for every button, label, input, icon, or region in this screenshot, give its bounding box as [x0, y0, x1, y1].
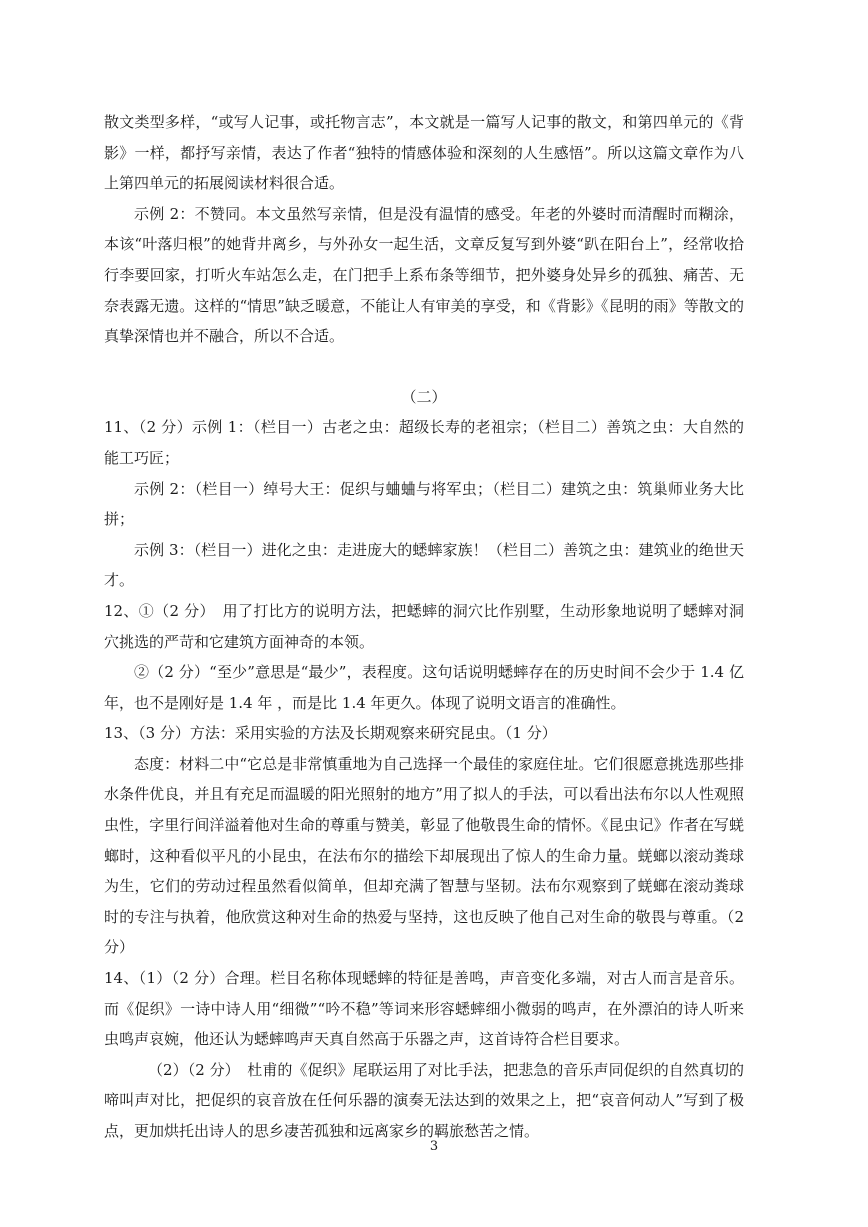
question-14-part-1: 14、（1）（2 分）合理。栏目名称体现蟋蟀的特征是善鸣，声音变化多端，对古人而言是音乐。而《促织》一诗中诗人用“细微”“吟不稳”等词来形容蟋蟀细小微弱的鸣声，在外漂泊的诗人听来虫鸣声哀婉，他还认为蟋蟀鸣声天真自然高于乐器之声，这首诗符合栏目要求。 — [104, 969, 744, 1049]
paragraph-example-2: 示例 2：不赞同。本文虽然写亲情，但是没有温情的感受。年老的外婆时而清醒时而糊涂，本该“叶落归根”的她背井离乡，与外孙女一起生活，文章反复写到外婆“趴在阳台上”，经常收拾行李要回家，打听火车站怎么走，在门把手上系布条等细节，把外婆身处异乡的孤独、痛苦、无奈表露无遗。这样的“情思”缺乏暖意，不能让人有审美的享受，和《背影》《昆明的雨》等散文的真挚深情也并不融合，所以不合适。 — [104, 204, 744, 346]
section-heading: （二） — [401, 387, 447, 406]
question-14-part-2: （2）（2 分） 杜甫的《促织》尾联运用了对比手法，把悲急的音乐声同促织的自然真切的啼叫声对比，把促织的哀音放在任何乐器的演奏无法达到的效果之上，把“哀音何动人”写到了极点，更加烘托出诗人的思乡凄苦孤独和远离家乡的羁旅愁苦之情。 — [104, 1060, 744, 1140]
question-11-example-2: 示例 2：（栏目一）绰号大王：促织与蛐蛐与将军虫；（栏目二）建筑之虫：筑巢师业务大比拼； — [104, 479, 744, 529]
question-12-part-2: ②（2 分）“至少”意思是“最少”，表程度。这句话说明蟋蟀存在的历史时间不会少于 1.4 亿年，也不是刚好是 1.4 年 ，而是比 1.4 年更久。体现了说明文语言的准确性。 — [104, 663, 744, 712]
section-gap — [104, 352, 744, 382]
question-13-attitude: 态度：材料二中“它总是非常慎重地为自己选择一个最佳的家庭住址。它们很愿意挑选那些排水条件优良，并且有充足而温暖的阳光照射的地方”用了拟人的手法，可以看出法布尔以人性观照虫性，字里行间洋溢着他对生命的尊重与赞美，彰显了他敬畏生命的情怀。《昆虫记》作者在写蜣螂时，这种看似平凡的小昆虫，在法布尔的描绘下却展现出了惊人的生命力量。蜣螂以滚动粪球为生，它们的劳动过程虽然看似简单，但却充满了智慧与坚韧。法布尔观察到了蜣螂在滚动粪球时的专注与执着，他欣赏这种对生命的热爱与坚持，这也反映了他自己对生命的敬畏与尊重。（2 分） — [104, 754, 744, 957]
paragraph-essay-type: 散文类型多样，“或写人记事，或托物言志”，本文就是一篇写人记事的散文，和第四单元的《背影》一样，都抒写亲情，表达了作者“独特的情感体验和深刻的人生感悟”。所以这篇文章作为八上第四单元的拓展阅读材料很合适。 — [104, 113, 744, 193]
question-13-method: 13、（3 分）方法：采用实验的方法及长期观察来研究昆虫。（1 分） — [104, 724, 557, 743]
question-11-example-3: 示例 3：（栏目一）进化之虫：走进庞大的蟋蟀家族！（栏目二）善筑之虫：建筑业的绝世天才。 — [104, 540, 744, 590]
answer-text-body — [104, 107, 744, 1147]
page-number: 3 — [429, 1139, 439, 1154]
question-12-part-1: 12、①（2 分） 用了打比方的说明方法，把蟋蟀的洞穴比作别墅，生动形象地说明了蟋蟀对洞穴挑选的严苛和它建筑方面神奇的本领。 — [104, 601, 744, 651]
question-11-answer: 11、（2 分）示例 1：（栏目一）古老之虫：超级长寿的老祖宗；（栏目二）善筑之虫：大自然的能工巧匠； — [104, 418, 744, 467]
